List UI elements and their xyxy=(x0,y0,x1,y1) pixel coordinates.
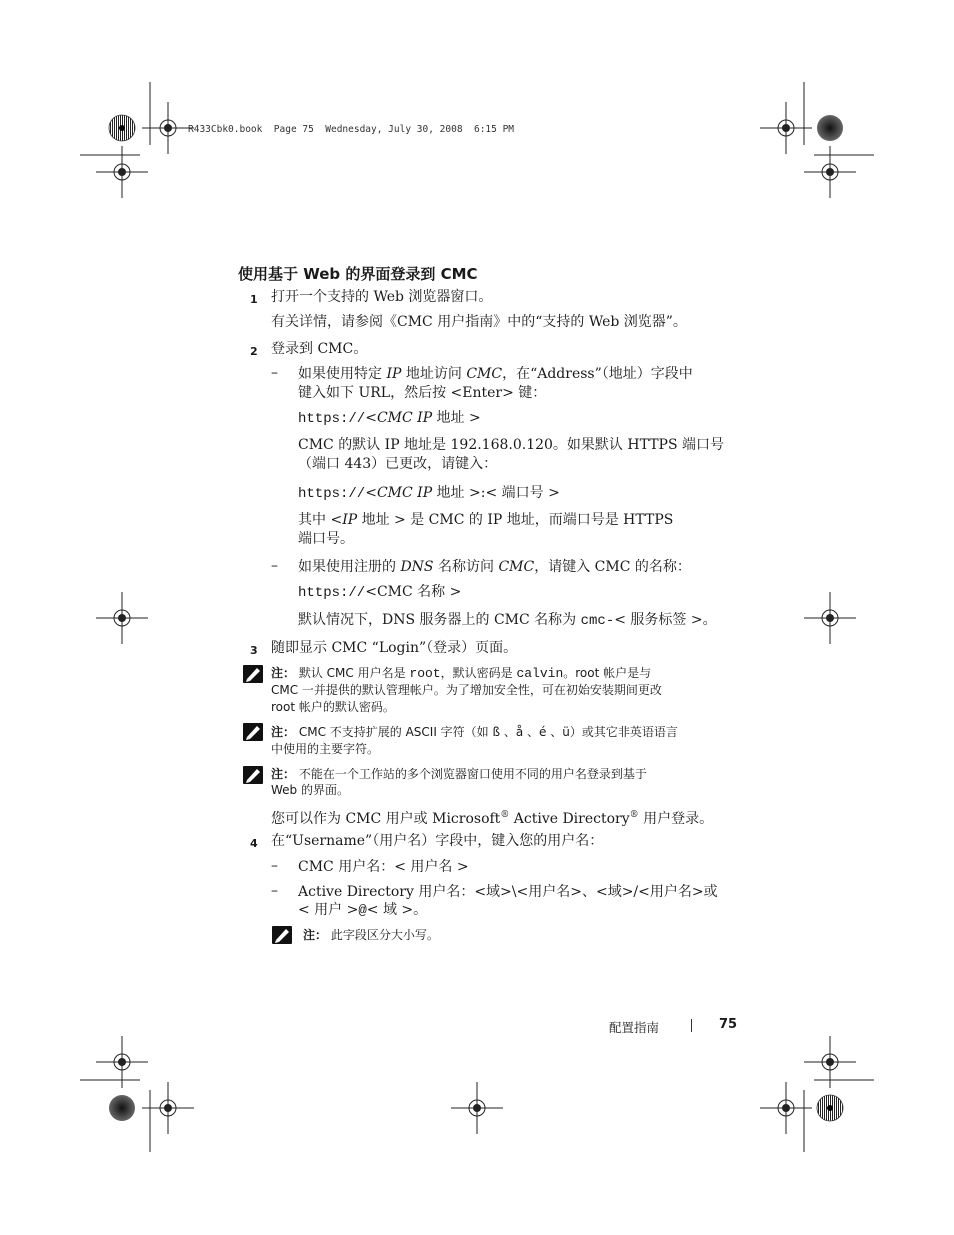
page-number: 75 xyxy=(719,1017,738,1032)
gray-dot-mark-top-right xyxy=(817,115,843,141)
body-text: CMC 的默认 IP 地址是 192.168.0.120。如果默认 HTTPS 端口号 xyxy=(298,437,724,453)
step-subtext: 有关详情，请参阅《CMC 用户指南》中的“支持的 Web 浏览器”。 xyxy=(271,314,687,330)
starburst-mark-bottom-right xyxy=(817,1095,843,1121)
body-text: 端口号。 xyxy=(298,531,354,547)
print-slug: R433Cbk0.book Page 75 Wednesday, July 30, 2008 6:15 PM xyxy=(188,124,515,135)
body-text: 默认情况下，DNS 服务器上的 CMC 名称为 cmc-< 服务标签 >。 xyxy=(298,612,717,629)
bullet-text: Active Directory 用户名：<域>\<用户名>、<域>/<用户名>或 xyxy=(298,884,718,900)
step-number: 3 xyxy=(250,644,258,657)
starburst-mark-top-left xyxy=(109,115,135,141)
url-example: https://<CMC 名称 > xyxy=(298,584,462,601)
step-text: 随即显示 CMC “Login”（登录）页面。 xyxy=(271,640,518,656)
body-text: 您可以作为 CMC 用户或 Microsoft® Active Directory® 用户登录。 xyxy=(271,810,714,827)
url-example: https://<CMC IP 地址 > xyxy=(298,410,481,427)
step-text: 登录到 CMC。 xyxy=(271,341,368,357)
crosshair-mark xyxy=(804,146,856,198)
note-pencil-icon xyxy=(242,765,264,785)
note-text: CMC 一并提供的默认管理帐户。为了增加安全性，可在初始安装期间更改 xyxy=(271,683,662,697)
step-number: 2 xyxy=(250,345,258,358)
bullet-text: 键入如下 URL，然后按 <Enter> 键： xyxy=(298,385,547,401)
note-text: 注： 不能在一个工作站的多个浏览器窗口使用不同的用户名登录到基于 xyxy=(271,767,647,781)
step-text: 打开一个支持的 Web 浏览器窗口。 xyxy=(271,289,493,305)
body-text: （端口 443）已更改，请键入： xyxy=(298,456,498,472)
bullet-dash: – xyxy=(271,365,278,381)
note-text: 注： 此字段区分大小写。 xyxy=(303,928,439,942)
note-pencil-icon xyxy=(242,664,264,684)
gray-dot-mark-bottom-left xyxy=(109,1095,135,1121)
note-text: 注： CMC 不支持扩展的 ASCII 字符（如 ß 、å 、é 、ü）或其它非英语语言 xyxy=(271,725,678,739)
note-pencil-icon xyxy=(271,925,293,945)
bullet-text: CMC 用户名：< 用户名 > xyxy=(298,859,469,875)
bullet-text: 如果使用特定 IP 地址访问 CMC，在“Address”（地址）字段中 xyxy=(298,366,693,382)
section-title: 使用基于 Web 的界面登录到 CMC xyxy=(238,265,478,283)
footer-chapter: 配置指南 xyxy=(609,1020,660,1035)
bullet-dash: – xyxy=(271,558,278,574)
crosshair-mark xyxy=(96,146,148,198)
crosshair-mark xyxy=(451,1082,503,1134)
bullet-text: < 用户 >@< 域 >。 xyxy=(298,902,428,919)
step-number: 1 xyxy=(250,293,258,306)
step-number: 4 xyxy=(250,837,258,850)
note-text: 注： 默认 CMC 用户名是 root，默认密码是 calvin。root 帐户是与 xyxy=(271,666,652,681)
note-pencil-icon xyxy=(242,722,264,742)
note-text: 中使用的主要字符。 xyxy=(271,742,380,756)
body-text: 其中 <IP 地址 > 是 CMC 的 IP 地址，而端口号是 HTTPS xyxy=(298,512,674,528)
step-text: 在“Username”（用户名）字段中，键入您的用户名： xyxy=(271,833,604,849)
bullet-dash: – xyxy=(271,883,278,899)
url-example: https://<CMC IP 地址 >:< 端口号 > xyxy=(298,485,560,502)
bullet-dash: – xyxy=(271,858,278,874)
crosshair-mark xyxy=(96,592,148,644)
footer-divider xyxy=(691,1019,692,1032)
crosshair-mark xyxy=(804,592,856,644)
note-text: root 帐户的默认密码。 xyxy=(271,700,395,714)
bullet-text: 如果使用注册的 DNS 名称访问 CMC，请键入 CMC 的名称： xyxy=(298,559,691,575)
note-text: Web 的界面。 xyxy=(271,783,349,797)
